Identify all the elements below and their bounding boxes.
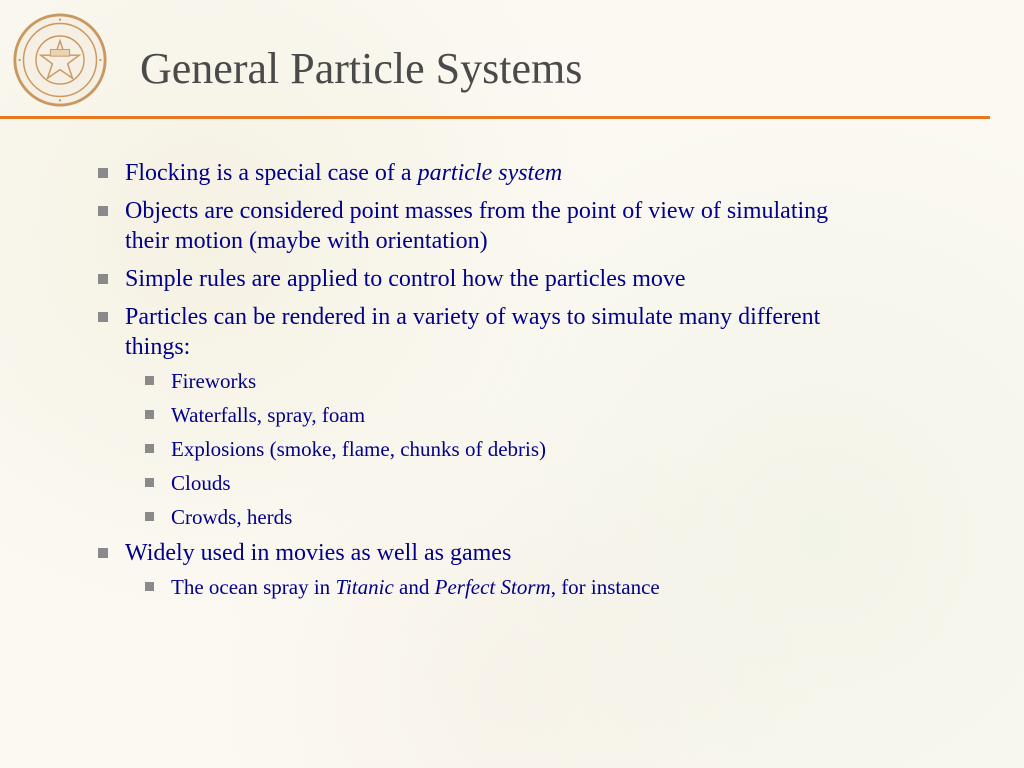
sub-bullet-text: The ocean spray in bbox=[171, 575, 336, 599]
movie-title: Perfect Storm bbox=[434, 575, 551, 599]
sub-bullet-text: Waterfalls, spray, foam bbox=[171, 403, 366, 427]
movie-title: Titanic bbox=[335, 575, 394, 599]
sub-bullet-text: Explosions (smoke, flame, chunks of debris) bbox=[171, 437, 547, 461]
bullet-text: Particles can be rendered in a variety of ways to simulate many different things: bbox=[125, 304, 821, 360]
square-bullet-icon bbox=[145, 512, 154, 521]
sub-bullet-text: and bbox=[393, 575, 435, 599]
sub-bullet-list bbox=[125, 574, 865, 600]
sub-bullet-list bbox=[125, 368, 865, 530]
slide-title: General Particle Systems bbox=[140, 44, 583, 93]
sub-bullet-item bbox=[125, 574, 865, 600]
bullet-item bbox=[0, 302, 865, 530]
bullet-text: Widely used in movies as well as games bbox=[125, 540, 512, 566]
bullet-item bbox=[0, 538, 865, 600]
sub-bullet-item bbox=[125, 504, 865, 530]
sub-bullet-text: Crowds, herds bbox=[171, 505, 293, 529]
square-bullet-icon bbox=[98, 312, 108, 322]
sub-bullet-text: Clouds bbox=[171, 471, 231, 495]
sub-bullet-item bbox=[125, 436, 865, 462]
bullet-emphasis: particle system bbox=[417, 160, 563, 186]
square-bullet-icon bbox=[145, 376, 154, 385]
university-seal-icon bbox=[12, 12, 108, 108]
sub-bullet-text: , for instance bbox=[550, 575, 660, 599]
bullet-text: Flocking is a special case of a bbox=[125, 160, 418, 186]
bullet-text: Simple rules are applied to control how the particles move bbox=[125, 266, 686, 292]
square-bullet-icon bbox=[98, 206, 108, 216]
sub-bullet-text: Fireworks bbox=[171, 369, 257, 393]
square-bullet-icon bbox=[145, 582, 154, 591]
square-bullet-icon bbox=[145, 410, 154, 419]
sub-bullet-item bbox=[125, 470, 865, 496]
square-bullet-icon bbox=[98, 274, 108, 284]
bullet-list bbox=[0, 158, 1024, 600]
square-bullet-icon bbox=[98, 168, 108, 178]
title-divider bbox=[0, 116, 990, 119]
square-bullet-icon bbox=[98, 548, 108, 558]
slide-content bbox=[0, 158, 1024, 608]
square-bullet-icon bbox=[145, 444, 154, 453]
sub-bullet-item bbox=[125, 402, 865, 428]
bullet-text: Objects are considered point masses from the point of view of simulating their motion (maybe with orientation) bbox=[125, 198, 829, 254]
square-bullet-icon bbox=[145, 478, 154, 487]
bullet-item bbox=[0, 264, 865, 294]
bullet-item bbox=[0, 196, 865, 256]
sub-bullet-item bbox=[125, 368, 865, 394]
bullet-item bbox=[0, 158, 865, 188]
